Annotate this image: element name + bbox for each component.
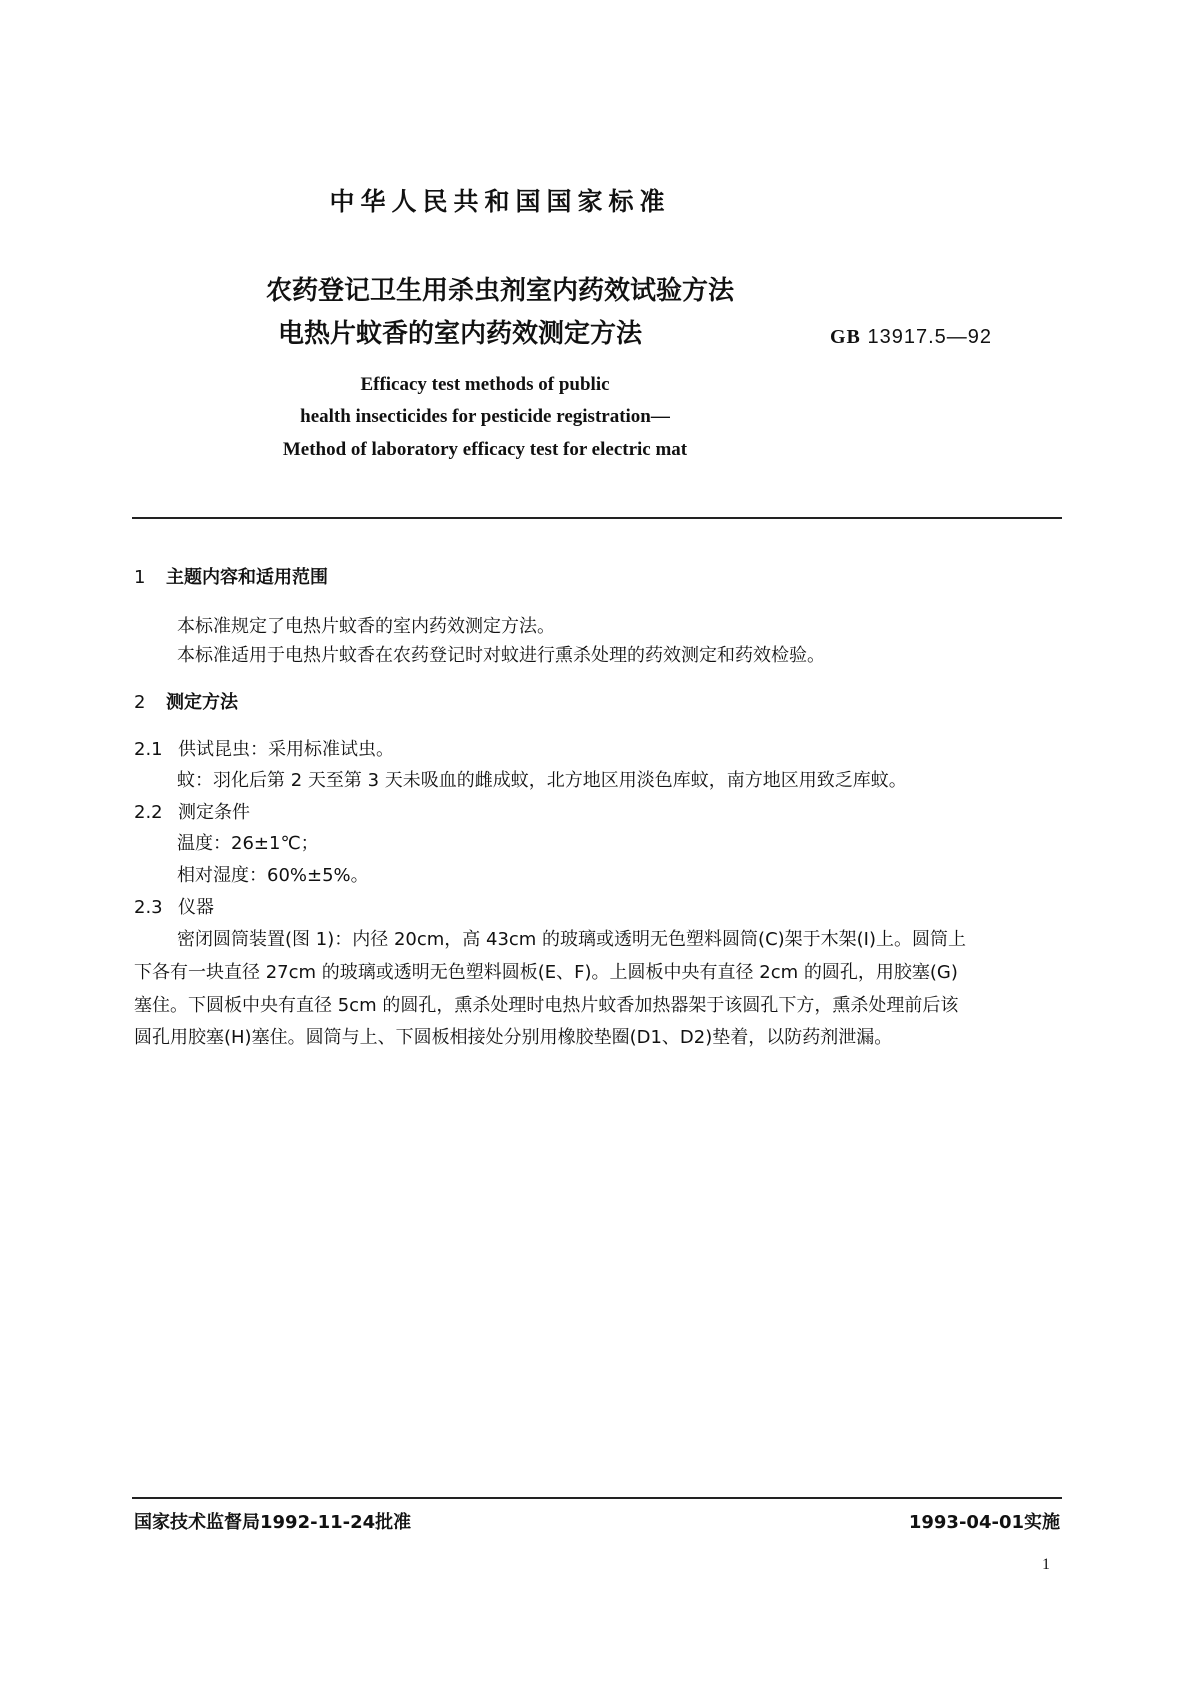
code-prefix: GB: [830, 326, 861, 348]
section-number: 2.1: [134, 739, 163, 760]
section-title: 供试昆虫：采用标准试虫。: [178, 739, 394, 760]
standard-name: 中华人民共和国国家标准: [329, 187, 671, 216]
title-line2: 电热片蚊香的室内药效测定方法: [277, 319, 642, 349]
section-title: 主题内容和适用范围: [166, 567, 328, 588]
paragraph: 蚊：羽化后第 2 天至第 3 天未吸血的雌成蚊，北方地区用淡色库蚊，南方地区用致乏库蚊。: [177, 770, 907, 791]
footer-divider: [132, 1497, 1062, 1499]
paragraph: 下各有一块直径 27cm 的玻璃或透明无色塑料圆板(E、F)。上圆板中央有直径 2cm 的圆孔，用胶塞(G): [134, 962, 958, 983]
section-title: 测定方法: [166, 692, 238, 713]
section-number: 1: [134, 567, 146, 588]
paragraph: 密闭圆筒装置(图 1)：内径 20cm，高 43cm 的玻璃或透明无色塑料圆筒(C)架于木架(I)上。圆筒上: [177, 929, 967, 950]
paragraph: 塞住。下圆板中央有直径 5cm 的圆孔，熏杀处理时电热片蚊香加热器架于该圆孔下方，熏杀处理前后该: [134, 995, 959, 1016]
paragraph: 相对湿度：60%±5%。: [177, 865, 369, 886]
paragraph: 圆孔用胶塞(H)塞住。圆筒与上、下圆板相接处分别用橡胶垫圈(D1、D2)垫着，以防药剂泄漏。: [134, 1027, 893, 1048]
english-title-line: Efficacy test methods of public: [360, 374, 610, 395]
section-2-2-heading: [134, 798, 250, 824]
paragraph: 本标准规定了电热片蚊香的室内药效测定方法。: [177, 616, 555, 637]
english-title-line: health insecticides for pesticide registration—: [300, 406, 670, 427]
section-1-heading: [134, 563, 328, 589]
paragraph: 温度：26±1℃；: [177, 833, 319, 854]
section-number: 2.2: [134, 802, 163, 823]
section-number: 2.3: [134, 897, 163, 918]
paragraph: 本标准适用于电热片蚊香在农药登记时对蚊进行熏杀处理的药效测定和药效检验。: [177, 645, 825, 666]
page-number: 1: [1042, 1556, 1050, 1573]
implementation-date: 1993-04-01实施: [908, 1512, 1060, 1533]
section-2-3-heading: [134, 893, 214, 919]
standard-code: [830, 326, 992, 349]
code-number: 13917.5—92: [867, 326, 993, 348]
section-2-heading: [134, 688, 238, 714]
header-divider: [132, 517, 1062, 519]
section-title: 仪器: [178, 897, 214, 918]
title-line1: 农药登记卫生用杀虫剂室内药效试验方法: [265, 276, 734, 306]
section-number: 2: [134, 692, 146, 713]
section-title: 测定条件: [178, 802, 250, 823]
section-2-1-heading: [134, 735, 394, 761]
approval-date: 国家技术监督局1992-11-24批准: [134, 1512, 412, 1533]
english-title-line: Method of laboratory efficacy test for electric mat: [282, 439, 688, 460]
